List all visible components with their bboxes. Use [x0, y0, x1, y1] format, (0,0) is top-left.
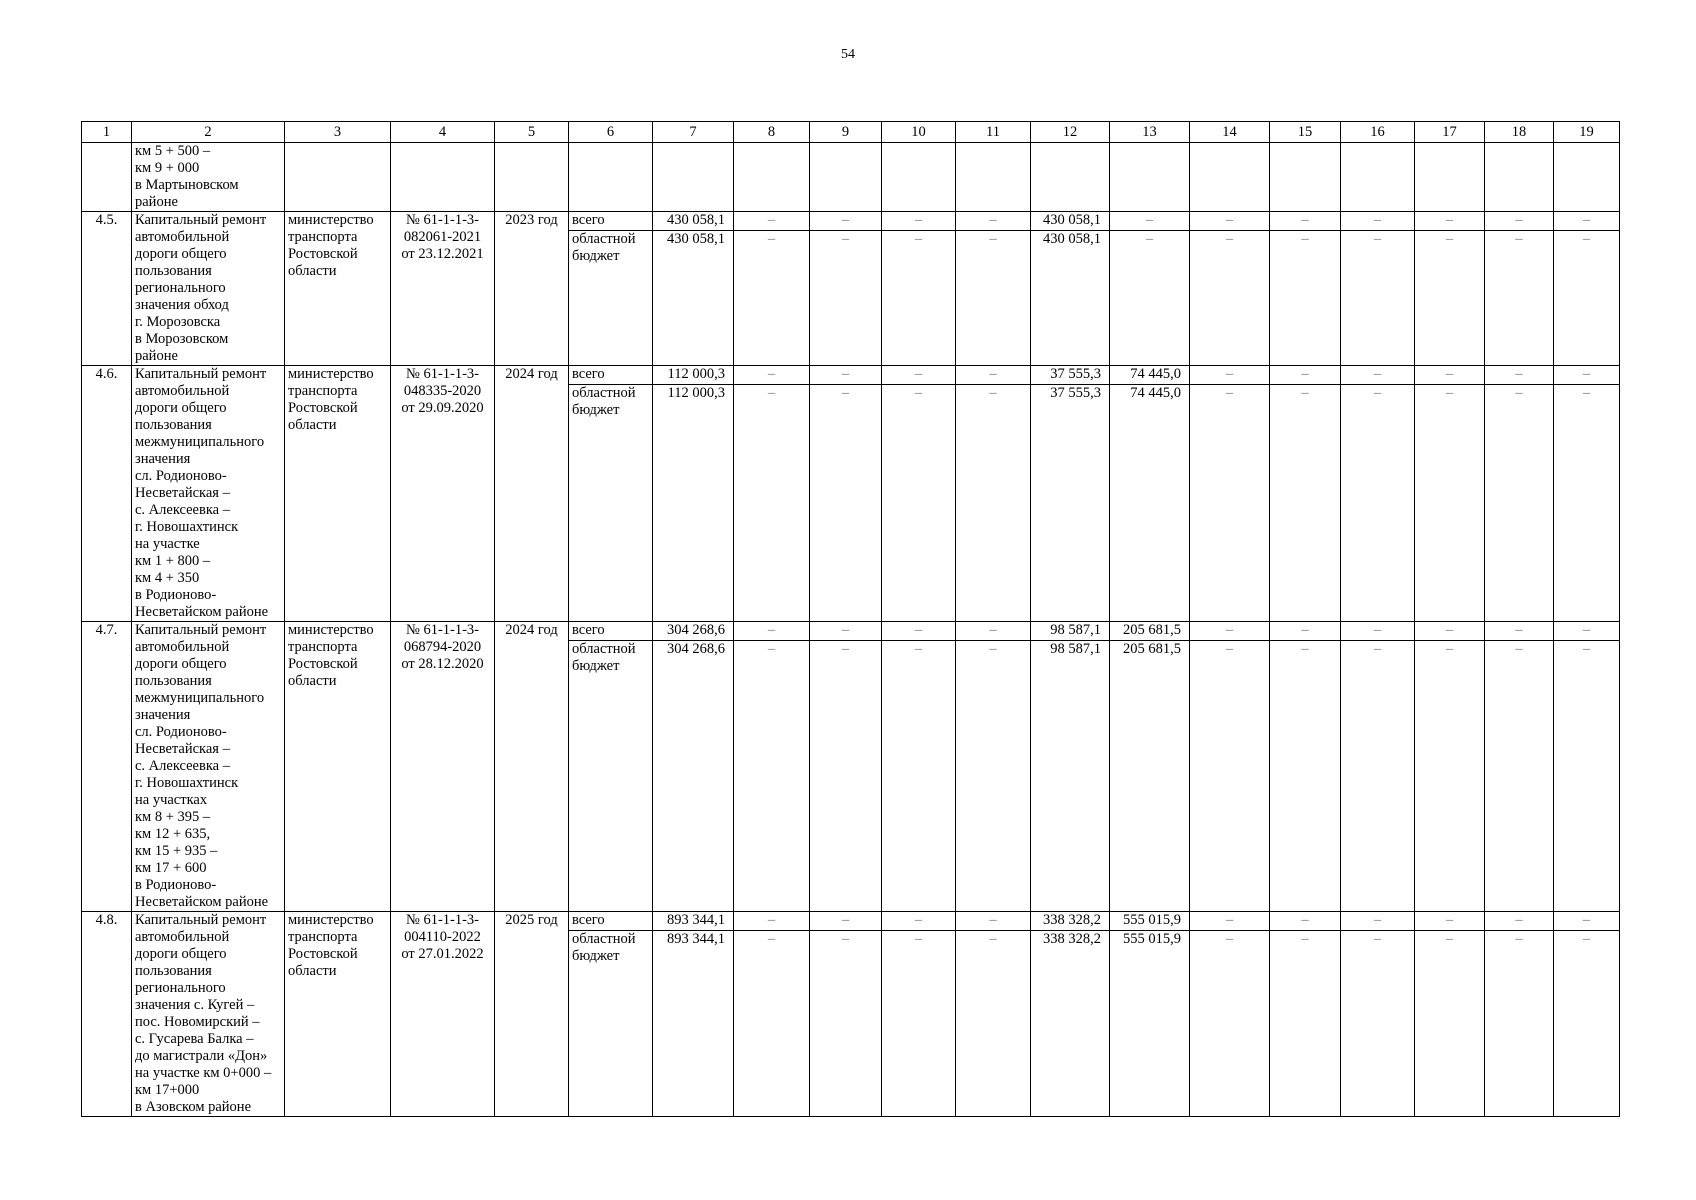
amount-cell: 37 555,3: [1031, 385, 1110, 622]
cell-empty: [569, 143, 653, 212]
cell-empty: [1485, 143, 1554, 212]
cell-empty: [495, 143, 569, 212]
cell-dash: –: [1415, 622, 1485, 641]
cell-empty: [1110, 143, 1190, 212]
cell-dash: –: [1485, 212, 1554, 231]
cell-dash: –: [882, 212, 956, 231]
column-header: 12: [1031, 122, 1110, 143]
cell-dash: –: [1485, 912, 1554, 931]
amount-cell: 74 445,0: [1110, 385, 1190, 622]
cell-dash: –: [882, 622, 956, 641]
funding-source: всего: [569, 622, 653, 641]
cell-dash: –: [810, 366, 882, 385]
cell-dash: –: [1190, 366, 1270, 385]
cell-empty: [1341, 143, 1415, 212]
funding-source: областной бюджет: [569, 641, 653, 912]
cell-dash: –: [882, 385, 956, 622]
cell-dash: –: [882, 231, 956, 366]
cell-dash: –: [734, 385, 810, 622]
implementation-year: 2025 год: [495, 912, 569, 1117]
expert-conclusion: № 61-1-1-3- 068794-2020 от 28.12.2020: [391, 622, 495, 912]
cell-dash: –: [882, 641, 956, 912]
cell-dash: –: [956, 931, 1031, 1117]
cell-empty: [882, 143, 956, 212]
funding-source: областной бюджет: [569, 931, 653, 1117]
funding-source: всего: [569, 912, 653, 931]
amount-cell: 338 328,2: [1031, 931, 1110, 1117]
cell-dash: –: [1485, 641, 1554, 912]
cell-dash: –: [1190, 622, 1270, 641]
cell-dash: –: [1485, 622, 1554, 641]
responsible-org: министерство транспорта Ростовской области: [285, 366, 391, 622]
implementation-year: 2024 год: [495, 366, 569, 622]
cell-dash: –: [1190, 231, 1270, 366]
funding-source: всего: [569, 366, 653, 385]
funding-source: всего: [569, 212, 653, 231]
cell-dash: –: [734, 931, 810, 1117]
cell-dash: –: [1341, 641, 1415, 912]
cell-dash: –: [1110, 212, 1190, 231]
entry-row-total: [82, 912, 1620, 931]
cell-dash: –: [956, 641, 1031, 912]
amount-cell: 304 268,6: [653, 641, 734, 912]
cell-empty: [82, 143, 132, 212]
cell-dash: –: [1485, 366, 1554, 385]
cell-dash: –: [1341, 931, 1415, 1117]
expert-conclusion: № 61-1-1-3- 048335-2020 от 29.09.2020: [391, 366, 495, 622]
object-name-continued: км 5 + 500 – км 9 + 000 в Мартыновском районе: [132, 143, 285, 212]
cell-dash: –: [1270, 366, 1341, 385]
entry-number: 4.5.: [82, 212, 132, 366]
column-header: 8: [734, 122, 810, 143]
entry-number: 4.6.: [82, 366, 132, 622]
column-header: 2: [132, 122, 285, 143]
responsible-org: министерство транспорта Ростовской области: [285, 622, 391, 912]
amount-cell: 112 000,3: [653, 366, 734, 385]
cell-dash: –: [810, 231, 882, 366]
column-header: 7: [653, 122, 734, 143]
amount-cell: 555 015,9: [1110, 912, 1190, 931]
cell-dash: –: [956, 912, 1031, 931]
cell-empty: [285, 143, 391, 212]
cell-dash: –: [810, 212, 882, 231]
cell-dash: –: [956, 212, 1031, 231]
column-header: 4: [391, 122, 495, 143]
cell-dash: –: [1485, 385, 1554, 622]
amount-cell: 430 058,1: [653, 212, 734, 231]
cell-dash: –: [1485, 231, 1554, 366]
cell-dash: –: [1270, 385, 1341, 622]
cell-dash: –: [1270, 912, 1341, 931]
cell-dash: –: [734, 641, 810, 912]
cell-dash: –: [1554, 641, 1620, 912]
cell-dash: –: [810, 912, 882, 931]
cell-dash: –: [1190, 385, 1270, 622]
cell-dash: –: [956, 385, 1031, 622]
cell-dash: –: [1554, 366, 1620, 385]
cell-dash: –: [734, 912, 810, 931]
cell-dash: –: [1415, 212, 1485, 231]
cell-dash: –: [1270, 931, 1341, 1117]
amount-cell: 555 015,9: [1110, 931, 1190, 1117]
cell-dash: –: [1554, 385, 1620, 622]
budget-table: [81, 121, 1620, 1117]
column-header: 14: [1190, 122, 1270, 143]
cell-dash: –: [1554, 622, 1620, 641]
entry-row-total: [82, 366, 1620, 385]
cell-dash: –: [1554, 212, 1620, 231]
cell-empty: [1554, 143, 1620, 212]
cell-dash: –: [1190, 641, 1270, 912]
responsible-org: министерство транспорта Ростовской области: [285, 912, 391, 1117]
column-header: 6: [569, 122, 653, 143]
cell-empty: [734, 143, 810, 212]
cell-dash: –: [1270, 641, 1341, 912]
cell-dash: –: [1554, 931, 1620, 1117]
page-number: 54: [841, 47, 855, 62]
amount-cell: 74 445,0: [1110, 366, 1190, 385]
cell-dash: –: [882, 931, 956, 1117]
amount-cell: 430 058,1: [1031, 212, 1110, 231]
cell-dash: –: [734, 366, 810, 385]
cell-dash: –: [1415, 641, 1485, 912]
object-name: Капитальный ремонт автомобильной дороги общего пользования межмуниципального значения сл. Родионово- Несветайская – с. Алексеевка – г. Новошахтинск на участках км 8 + 395 – км 12 + 635, км 15 + 935 – км 17 + 600 в Родионово- Несветайском районе: [132, 622, 285, 912]
cell-empty: [1270, 143, 1341, 212]
funding-source: областной бюджет: [569, 385, 653, 622]
expert-conclusion: № 61-1-1-3- 082061-2021 от 23.12.2021: [391, 212, 495, 366]
column-number-row: [82, 122, 1620, 143]
amount-cell: 338 328,2: [1031, 912, 1110, 931]
implementation-year: 2024 год: [495, 622, 569, 912]
object-name: Капитальный ремонт автомобильной дороги общего пользования регионального значения с. Кугей – пос. Новомирский – с. Гусарева Балка – до магистрали «Дон» на участке км 0+000 – км 17+000 в Азовском районе: [132, 912, 285, 1117]
cell-dash: –: [1110, 231, 1190, 366]
cell-dash: –: [734, 231, 810, 366]
cell-dash: –: [1190, 212, 1270, 231]
cell-dash: –: [1341, 231, 1415, 366]
cell-dash: –: [956, 231, 1031, 366]
cell-dash: –: [956, 366, 1031, 385]
cell-empty: [391, 143, 495, 212]
cell-dash: –: [1485, 931, 1554, 1117]
amount-cell: 893 344,1: [653, 931, 734, 1117]
cell-dash: –: [734, 212, 810, 231]
cell-dash: –: [1270, 231, 1341, 366]
cell-empty: [956, 143, 1031, 212]
entry-number: 4.7.: [82, 622, 132, 912]
column-header: 18: [1485, 122, 1554, 143]
cell-empty: [1190, 143, 1270, 212]
cell-dash: –: [1190, 912, 1270, 931]
amount-cell: 304 268,6: [653, 622, 734, 641]
cell-dash: –: [810, 385, 882, 622]
column-header: 11: [956, 122, 1031, 143]
cell-empty: [1415, 143, 1485, 212]
responsible-org: министерство транспорта Ростовской области: [285, 212, 391, 366]
cell-dash: –: [1554, 231, 1620, 366]
cell-dash: –: [1341, 622, 1415, 641]
cell-dash: –: [1341, 212, 1415, 231]
cell-dash: –: [1270, 622, 1341, 641]
cell-empty: [810, 143, 882, 212]
column-header: 15: [1270, 122, 1341, 143]
column-header: 16: [1341, 122, 1415, 143]
cell-empty: [1031, 143, 1110, 212]
column-header: 19: [1554, 122, 1620, 143]
cell-dash: –: [1415, 912, 1485, 931]
cell-dash: –: [810, 622, 882, 641]
amount-cell: 98 587,1: [1031, 641, 1110, 912]
expert-conclusion: № 61-1-1-3- 004110-2022 от 27.01.2022: [391, 912, 495, 1117]
continuation-row: [82, 143, 1620, 212]
cell-dash: –: [1190, 931, 1270, 1117]
amount-cell: 37 555,3: [1031, 366, 1110, 385]
column-header: 1: [82, 122, 132, 143]
amount-cell: 205 681,5: [1110, 622, 1190, 641]
cell-dash: –: [956, 622, 1031, 641]
amount-cell: 893 344,1: [653, 912, 734, 931]
cell-dash: –: [1341, 385, 1415, 622]
cell-dash: –: [1341, 366, 1415, 385]
entry-row-total: [82, 622, 1620, 641]
cell-dash: –: [1341, 912, 1415, 931]
entry-row-total: [82, 212, 1620, 231]
cell-dash: –: [1415, 366, 1485, 385]
object-name: Капитальный ремонт автомобильной дороги общего пользования межмуниципального значения сл. Родионово- Несветайская – с. Алексеевка – г. Новошахтинск на участке км 1 + 800 – км 4 + 350 в Родионово- Несветайском районе: [132, 366, 285, 622]
column-header: 10: [882, 122, 956, 143]
funding-source: областной бюджет: [569, 231, 653, 366]
amount-cell: 430 058,1: [1031, 231, 1110, 366]
column-header: 5: [495, 122, 569, 143]
cell-dash: –: [1415, 931, 1485, 1117]
cell-dash: –: [1554, 912, 1620, 931]
amount-cell: 430 058,1: [653, 231, 734, 366]
cell-empty: [653, 143, 734, 212]
amount-cell: 98 587,1: [1031, 622, 1110, 641]
column-header: 9: [810, 122, 882, 143]
object-name: Капитальный ремонт автомобильной дороги общего пользования регионального значения обход г. Морозовска в Морозовском районе: [132, 212, 285, 366]
cell-dash: –: [1270, 212, 1341, 231]
entry-number: 4.8.: [82, 912, 132, 1117]
cell-dash: –: [882, 912, 956, 931]
cell-dash: –: [810, 641, 882, 912]
cell-dash: –: [882, 366, 956, 385]
amount-cell: 205 681,5: [1110, 641, 1190, 912]
amount-cell: 112 000,3: [653, 385, 734, 622]
cell-dash: –: [1415, 231, 1485, 366]
column-header: 3: [285, 122, 391, 143]
implementation-year: 2023 год: [495, 212, 569, 366]
cell-dash: –: [1415, 385, 1485, 622]
cell-dash: –: [734, 622, 810, 641]
cell-dash: –: [810, 931, 882, 1117]
column-header: 13: [1110, 122, 1190, 143]
column-header: 17: [1415, 122, 1485, 143]
